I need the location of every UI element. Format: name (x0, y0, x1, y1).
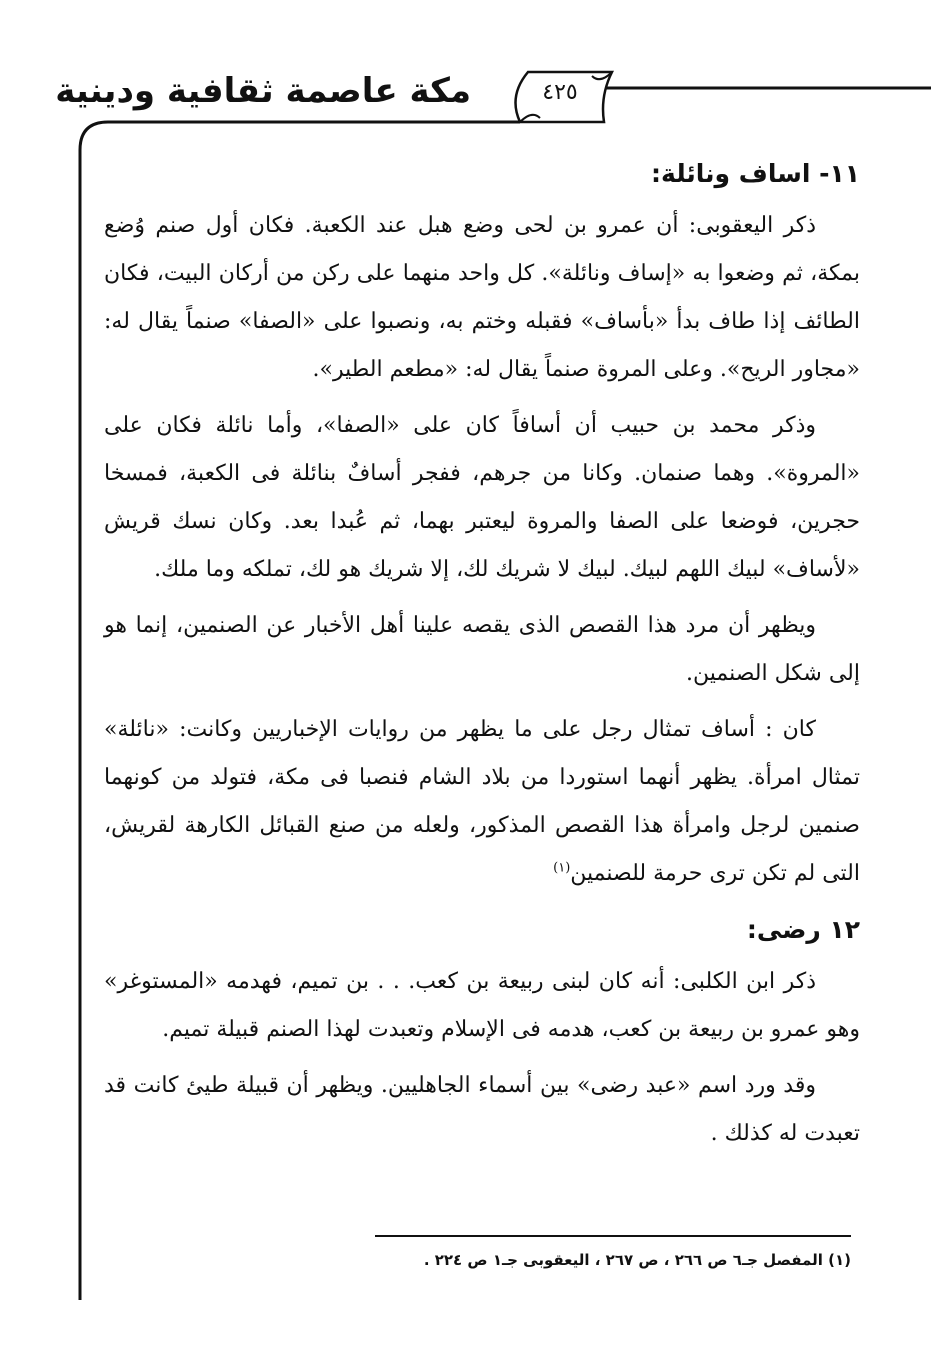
paragraph-text: كان : أساف تمثال رجل على ما يظهر من روايات الإخباريين وكانت: «نائلة» تمثال امرأة. يظهر أنهما استوردا من بلاد الشام فنصبا فى مكة، فتولد من كونهما صنمين لرجل وامرأة هذا القصص المذكور، ولعله من صنع القبائل الكارهة لقريش، التى لم تكن ترى حرمة للصنمين (104, 717, 860, 886)
paragraph: ويظهر أن مرد هذا القصص الذى يقصه علينا أهل الأخبار عن الصنمين، إنما هو إلى شكل الصنمين. (104, 613, 860, 686)
running-title: مكة عاصمة ثقافية ودينية (55, 71, 471, 111)
page-content (104, 150, 860, 1158)
paragraph: ذكر اليعقوبى: أن عمرو بن لحى وضع هبل عند الكعبة. فكان أول صنم وُضع بمكة، ثم وضعوا به «إساف ونائلة». كل واحد منهما على ركن من أركان البيت، فكان الطائف إذا طاف بدأ «بأساف» فقبله وختم به، ونصبوا على «الصفا» صنماً يقال له: «مجاور الريح». وعلى المروة صنماً يقال له: «مطعم الطير». (104, 213, 860, 382)
footnote-text: (١) المفصل جـ٦ ص ٢٦٦ ، ص ٢٦٧ ، اليعقوبى جـ١ ص ٢٢٤ . (423, 1251, 851, 1269)
section-heading: ١١- اساف ونائلة: (651, 159, 860, 188)
paragraph: ذكر ابن الكلبى: أنه كان لبنى ربيعة بن كعب. . . بن تميم، فهدمه «المستوغر» وهو عمرو بن ربيعة بن كعب، هدمه فى الإسلام وتعبدت لهذا الصنم قبيلة تميم. (104, 969, 860, 1042)
section-heading: ١٢ رضى: (746, 915, 860, 944)
section-rida (104, 906, 860, 1158)
paragraph-with-footnote (104, 706, 860, 898)
paragraph: وقد ورد اسم «عبد رضى» بين أسماء الجاهليين. ويظهر أن قبيلة طيئ كانت قد تعبدت له كذلك . (104, 1073, 860, 1146)
footnote-separator (375, 1235, 851, 1237)
footnote-marker: (١) (553, 860, 571, 876)
section-asaf-naila (104, 150, 860, 898)
page-number: ٤٢٥ (542, 80, 578, 105)
paragraph: وذكر محمد بن حبيب أن أسافاً كان على «الصفا»، وأما نائلة فكان على «المروة». وهما صنمان. وكانا من جرهم، ففجر أسافٌ بنائلة فى الكعبة، فمسخا حجرين، فوضعا على الصفا والمروة ليعتبر بهما، ثم عُبدا بعد. وكان نسك قريش «لأساف» لبيك اللهم لبيك. لبيك لا شريك لك، إلا شريك هو لك، تملكه وما ملك. (104, 413, 860, 582)
